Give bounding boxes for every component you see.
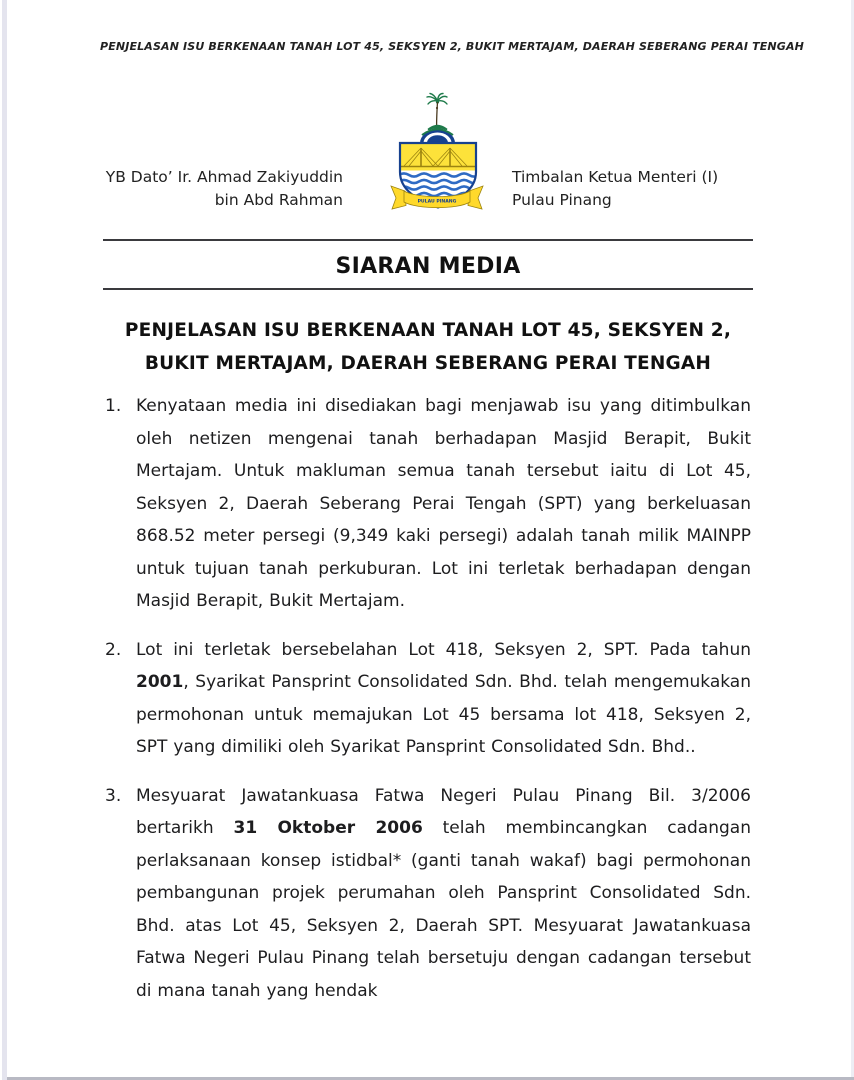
paragraph-1-number: 1.: [105, 396, 122, 416]
paragraph-1-text: Kenyataan media ini disediakan bagi menjawab isu yang ditimbulkan oleh netizen mengenai tanah berhadapan Masjid Berapit, Bukit Mertajam. Untuk makluman semua tanah tersebut iaitu di Lot 45, Seksyen 2, Daerah Seberang Perai Tengah (SPT) yang berkeluasan 868.52 meter persegi (9,349 kaki persegi) adalah tanah milik MAINPP untuk tujuan tanah perkuburan. Lot ini terletak berhadapan dengan Masjid Berapit, Bukit Mertajam.: [136, 396, 751, 611]
page-left-edge: [2, 0, 7, 1080]
author-title: [512, 166, 762, 212]
crest-dome: [420, 129, 455, 143]
paragraph-2-text: Lot ini terletak bersebelahan Lot 418, Seksyen 2, SPT. Pada tahun 2001, Syarikat Pansprint Consolidated Sdn. Bhd. telah mengemukakan permohonan untuk memajukan Lot 45 bersama lot 418, Seksyen 2, SPT yang dimiliki oleh Syarikat Pansprint Consolidated Sdn. Bhd..: [136, 639, 751, 757]
penang-state-crest-icon: [387, 92, 487, 217]
paragraph-3-text: Mesyuarat Jawatankuasa Fatwa Negeri Pulau Pinang Bil. 3/2006 bertarikh 31 Oktober 2006 telah membincangkan cadangan perlaksanaan konsep istidbal* (ganti tanah wakaf) bagi permohonan pembangunan projek perumahan oleh Pansprint Consolidated Sdn. Bhd. atas Lot 45, Seksyen 2, Daerah SPT. Mesyuarat Jawatankuasa Fatwa Negeri Pulau Pinang telah bersetuju dengan cadangan tersebut di mana tanah yang hendak: [136, 785, 751, 1001]
paragraph-3-number: 3.: [105, 785, 122, 806]
document-title: PENJELASAN ISU BERKENAAN TANAH LOT 45, SEKSYEN 2, BUKIT MERTAJAM, DAERAH SEBERANG PERAI TENGAH: [124, 320, 732, 374]
author-title-line2: Pulau Pinang: [512, 191, 612, 209]
paragraph-2: [105, 634, 751, 764]
author-name: [105, 166, 343, 212]
press-release-body: [105, 390, 751, 1023]
palm-tree-icon: [427, 94, 447, 126]
paragraph-3: [105, 780, 751, 1008]
crest-ribbon-text: PULAU PINANG: [417, 199, 457, 205]
banner-rule-top: [103, 239, 753, 241]
paragraph-2-number: 2.: [105, 639, 122, 660]
author-name-line2: bin Abd Rahman: [214, 191, 343, 209]
running-header: PENJELASAN ISU BERKENAAN TANAH LOT 45, SEKSYEN 2, BUKIT MERTAJAM, DAERAH SEBERANG PERAI TENGAH: [100, 40, 804, 53]
banner-title: SIARAN MEDIA: [335, 254, 521, 279]
banner-rule-bottom: [103, 288, 753, 290]
paragraph-1: [105, 390, 751, 618]
author-name-line1: YB Dato’ Ir. Ahmad Zakiyuddin: [105, 168, 343, 186]
author-title-line1: Timbalan Ketua Menteri (I): [512, 168, 719, 186]
